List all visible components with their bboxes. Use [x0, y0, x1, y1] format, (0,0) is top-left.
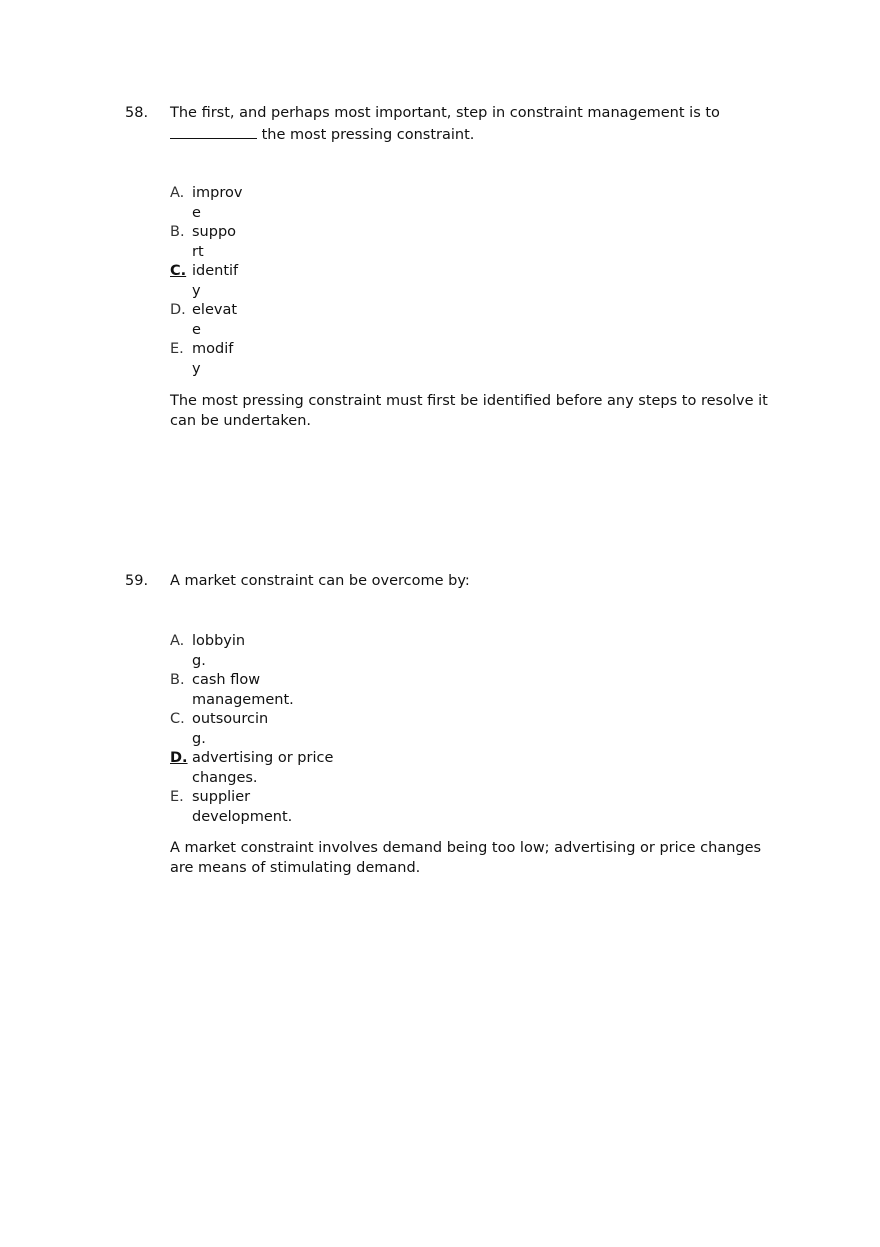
explanation-58: The most pressing constraint must first be identified before any steps to resolve it can be undertaken. [170, 393, 768, 429]
option-text: modif [192, 341, 234, 357]
option-c [170, 710, 333, 749]
option-text: identif [192, 263, 239, 279]
option-letter: E. [170, 341, 184, 357]
option-e [170, 788, 333, 827]
option-letter: B. [170, 672, 185, 688]
option-text: suppo [192, 224, 237, 240]
option-text: lobbyin [192, 633, 246, 649]
option-text: advertising or price [192, 750, 334, 766]
option-letter: B. [170, 224, 185, 240]
question-stem-text-after: the most pressing constraint. [261, 126, 475, 143]
option-d [170, 749, 333, 788]
question-number: 58. [125, 105, 149, 121]
option-a [170, 184, 242, 223]
question-stem [170, 104, 745, 145]
explanation-59: A market constraint involves demand being too low; advertising or price changes are means of stimulating demand. [170, 840, 762, 876]
option-text-wrap: y [192, 360, 201, 377]
option-letter-correct: D. [170, 750, 188, 766]
option-text-wrap: changes. [192, 769, 258, 786]
option-letter: C. [170, 711, 185, 727]
option-letter: A. [170, 633, 185, 649]
option-text-wrap: g. [192, 652, 206, 669]
option-letter: D. [170, 302, 186, 318]
option-text-wrap: management. [192, 691, 294, 708]
option-text: improv [192, 185, 243, 201]
answer-options-59 [170, 632, 333, 827]
option-letter: A. [170, 185, 185, 201]
option-b [170, 671, 333, 710]
answer-options-58 [170, 184, 242, 379]
option-text: cash flow [192, 672, 261, 688]
option-c [170, 262, 242, 301]
option-text-wrap: e [192, 321, 201, 338]
question-stem: A market constraint can be overcome by: [170, 573, 470, 589]
option-a [170, 632, 333, 671]
question-stem-text: The first, and perhaps most important, step in constraint management is to [170, 105, 720, 121]
option-letter: E. [170, 789, 184, 805]
option-e [170, 340, 242, 379]
option-text: supplier [192, 789, 251, 805]
option-letter-correct: C. [170, 263, 187, 279]
question-number: 59. [125, 573, 149, 589]
option-text: outsourcin [192, 711, 269, 727]
option-text: elevat [192, 302, 238, 318]
option-text-wrap: development. [192, 808, 293, 825]
option-d [170, 301, 242, 340]
option-text-wrap: e [192, 204, 201, 221]
option-text-wrap: y [192, 282, 201, 299]
option-text-wrap: rt [192, 243, 204, 260]
option-b [170, 223, 242, 262]
option-text-wrap: g. [192, 730, 206, 747]
answer-blank [170, 124, 257, 139]
